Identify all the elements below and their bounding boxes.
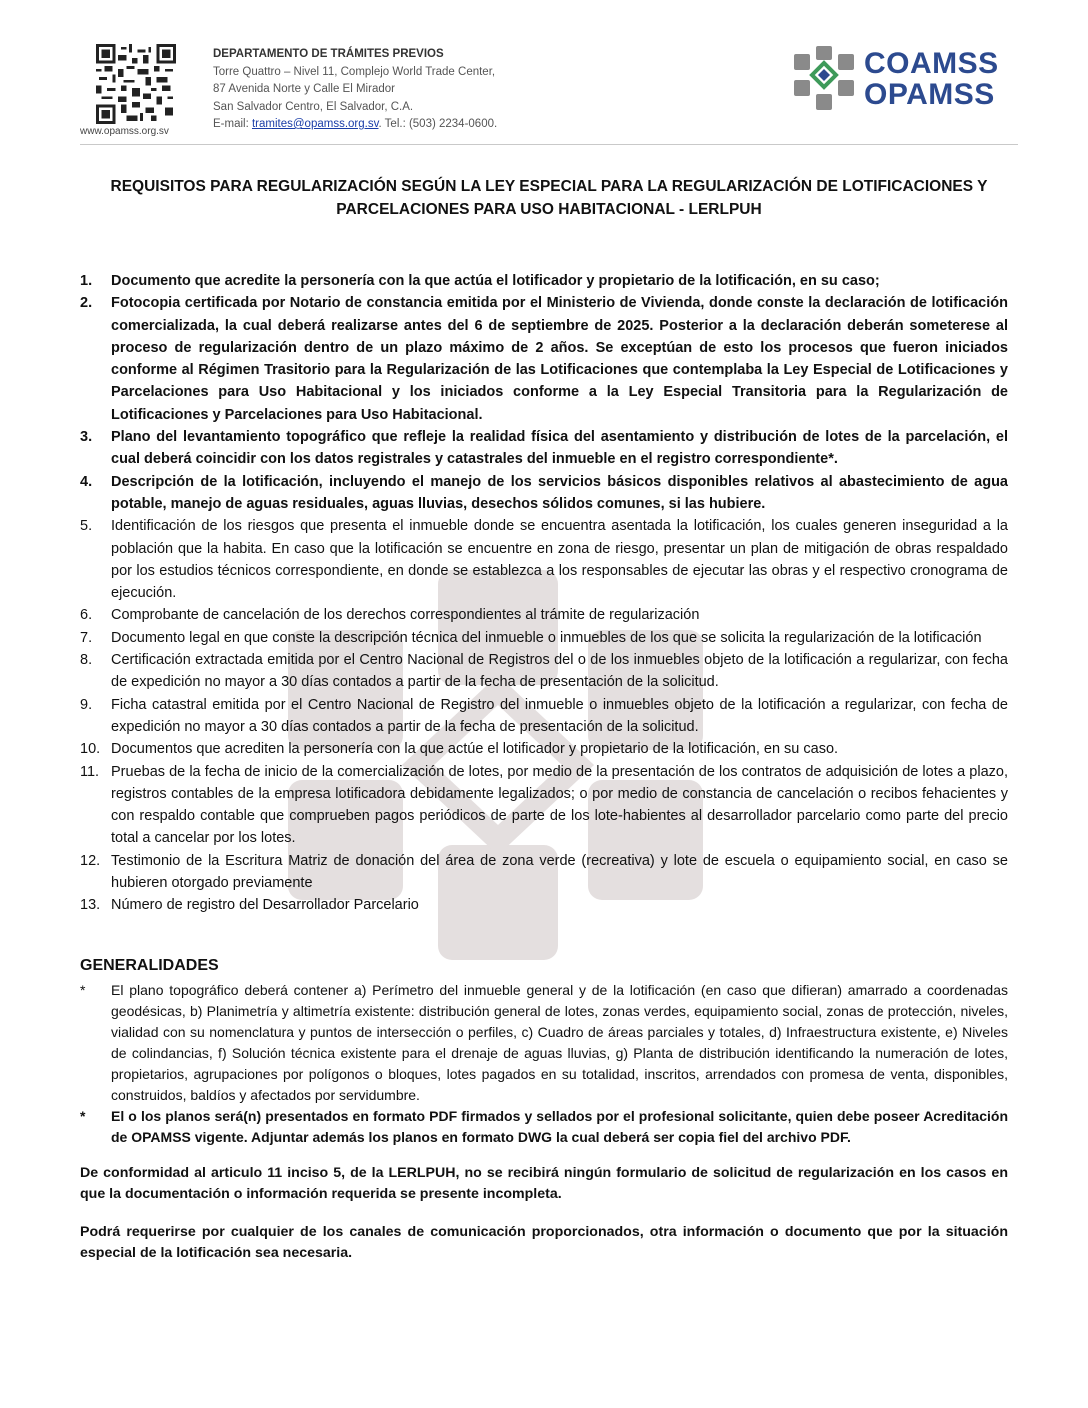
- address-line: 87 Avenida Norte y Calle El Mirador: [213, 83, 395, 95]
- page-header: [80, 42, 1018, 146]
- item-text: Documento que acredite la personería con la que actúa el lotificador y propietario de la lotificación, en su caso;: [111, 273, 880, 289]
- item-text: Descripción de la lotificación, incluyendo el manejo de los servicios básicos disponibles relativos al abastecimiento de agua potable, manejo de aguas residuales, aguas lluvias, desechos sólidos comunes, si las hubiere.: [111, 473, 1008, 512]
- list-item: [80, 894, 1008, 916]
- list-item: [80, 1106, 1008, 1148]
- list-item: [80, 471, 1008, 516]
- department-info: [213, 46, 497, 134]
- item-text: Documento legal en que conste la descripción técnica del inmueble o inmuebles de los que se solicita la regularización de la lotificación: [111, 629, 982, 646]
- item-text: Ficha catastral emitida por el Centro Nacional de Registro del inmueble o inmuebles objeto de la lotificación a regularizar, con fecha de expedición no mayor a 30 días contados a partir de la fecha de presentación de la solicitud.: [111, 696, 1008, 735]
- bullet-mark: *: [80, 982, 86, 998]
- title-line: REQUISITOS PARA REGULARIZACIÓN SEGÚN LA LEY ESPECIAL PARA LA REGULARIZACIÓN DE LOTIFICACIONES Y: [110, 178, 988, 195]
- contact-line: [213, 116, 497, 134]
- item-text: Plano del levantamiento topográfico que refleje la realidad física del asentamiento y distribución de lotes de la parcelación, el cual deberá coincidir con los datos registrales y catastrales del inmueble en el registro correspondiente*.: [111, 429, 1008, 468]
- item-text: Certificación extractada emitida por el Centro Nacional de Registros del o de los inmuebles objeto de la lotificación a regularizar, con fecha de expedición no mayor a 30 días contados a partir de la fecha de presentación de la solicitud.: [111, 652, 1008, 691]
- item-number: 5.: [80, 518, 93, 535]
- item-number: 10.: [80, 741, 101, 758]
- list-item: [80, 649, 1008, 694]
- logo-mark-icon: [792, 46, 856, 112]
- item-number: 3.: [80, 429, 93, 446]
- list-item: [80, 604, 1008, 626]
- bullet-mark: *: [80, 1108, 86, 1124]
- department-name: DEPARTAMENTO DE TRÁMITES PREVIOS: [213, 48, 444, 60]
- item-text: Pruebas de la fecha de inicio de la comercialización de lotes, por medio de la presentación de los contratos de adquisición de lotes a plazo, registros contables de la empresa lotificadora debidamente legalizados; o por medio de constancia de cancelación o recibos fehacientes y con respaldo contable que comprueben pagos periódicos de parte de los lote-habientes al desarrollador parcelario como parte del precio total a cancelar por los lotes.: [111, 763, 1008, 847]
- item-number: 6.: [80, 607, 93, 624]
- qr-code: [96, 44, 176, 124]
- list-item: [80, 694, 1008, 739]
- item-number: 7.: [80, 629, 93, 646]
- title-line: PARCELACIONES PARA USO HABITACIONAL - LERLPUH: [336, 201, 762, 218]
- logo-wordmark: [864, 48, 999, 110]
- generalities-heading: GENERALIDADES: [80, 957, 219, 974]
- list-item: [80, 627, 1008, 649]
- generalities-list: [80, 980, 1008, 1148]
- item-number: 4.: [80, 473, 93, 490]
- list-item: [80, 980, 1008, 1106]
- additional-info-notice: Podrá requerirse por cualquier de los canales de comunicación proporcionados, otra información o documento que por la situación especial de la lotificación sea necesaria.: [80, 1224, 1008, 1261]
- requirements-list: [80, 270, 1008, 917]
- coamss-opamss-logo: [792, 46, 1018, 116]
- list-item: [80, 738, 1008, 760]
- item-text: El o los planos será(n) presentados en formato PDF firmados y sellados por el profesional solicitante, quien debe poseer Acreditación de OPAMSS vigente. Adjuntar además los planos en formato DWG la cual deberá ser copia fiel del archivo PDF.: [111, 1108, 1008, 1145]
- document-title: [80, 175, 1018, 221]
- item-number: 9.: [80, 696, 93, 713]
- incomplete-notice: De conformidad al articulo 11 inciso 5, de la LERLPUH, no se recibirá ningún formulario de solicitud de regularización en los casos en que la documentación o información requerida se presente incompleta.: [80, 1165, 1008, 1202]
- list-item: [80, 270, 1008, 292]
- item-number: 1.: [80, 273, 93, 289]
- header-divider: [80, 144, 1018, 145]
- item-number: 13.: [80, 897, 101, 914]
- item-number: 12.: [80, 852, 101, 869]
- list-item: [80, 292, 1008, 426]
- logo-opamss: OPAMSS: [864, 78, 995, 111]
- item-number: 2.: [80, 295, 93, 312]
- item-text: Testimonio de la Escritura Matriz de donación del área de zona verde (recreativa) y lote de escuela o equipamiento social, en caso se hubieren otorgado previamente: [111, 852, 1008, 892]
- item-text: Fotocopia certificada por Notario de constancia emitida por el Ministerio de Vivienda, donde conste la declaración de lotificación comercializada, la cual deberá realizarse antes del 6 de septiembre de 2025. Posterior a la declaración deberán someterese al proceso de regularización dentro de un plazo máximo de 2 años. Se exceptúan de esto los procesos que fueron iniciados conforme al Régimen Trasitorio para la Regularización de las Lotificaciones que contemplaba la Ley Especial de Lotificaciones y Parcelaciones para Uso Habitacional y los iniciados conforme a la Ley Especial Transitoria para la Regularización de Lotificaciones y Parcelaciones para Uso Habitacional.: [111, 295, 1008, 423]
- address-line: San Salvador Centro, El Salvador, C.A.: [213, 100, 414, 113]
- email-label: E-mail:: [213, 118, 252, 130]
- list-item: [80, 850, 1008, 895]
- item-text: Documentos que acrediten la personería con la que actúe el lotificador y propietario de la lotificación, en su caso.: [111, 741, 839, 758]
- item-number: 8.: [80, 652, 93, 669]
- list-item: [80, 761, 1008, 850]
- item-text: Comprobante de cancelación de los derechos correspondientes al trámite de regularización: [111, 607, 700, 624]
- list-item: [80, 515, 1008, 604]
- phone: . Tel.: (503) 2234-0600.: [378, 118, 498, 130]
- item-text: El plano topográfico deberá contener a) Perímetro del inmueble general y de la lotificación (en caso que difieran) amarrado a coordenadas geodésicas, b) Planimetría y altimetría existente: distribución general de lotes, zonas verdes, equipamiento social, zonas de protección, niveles, vialidad con su nomenclatura y puntos de intersección o perfiles, c) Cuadro de áreas parciales y totales, d) Infraestructura existente, e) Niveles de colindancias, f) Solución técnica existente para el drenaje de aguas lluvias, g) Planta de distribución identificando la numeración de lotes, propietarios, agrupaciones por polígonos o bloques, lotes pagados en su totalidad, inscritos, arrendados con promesa de venta, disponibles, construidos, baldíos y afectados por servidumbre.: [111, 982, 1008, 1103]
- item-text: Identificación de los riesgos que presenta el inmueble donde se encuentra asentada la lotificación, los cuales generen inseguridad a la población que la habita. En caso que la lotificación se encuentre en zona de riesgo, presentar un plan de mitigación de obras respaldado por los estudios técnicos correspondiente, en donde se establezca a los responsables de ejecutar las obras y el respectivo cronograma de ejecución.: [111, 518, 1008, 602]
- logo-coamss: COAMSS: [864, 47, 999, 80]
- item-text: Número de registro del Desarrollador Parcelario: [111, 897, 419, 914]
- email-link[interactable]: tramites@opamss.org.sv: [251, 118, 379, 130]
- qr-caption: www.opamss.org.sv: [80, 126, 169, 137]
- item-number: 11.: [80, 763, 100, 780]
- list-item: [80, 426, 1008, 471]
- address-line: Torre Quattro – Nivel 11, Complejo World Trade Center,: [213, 65, 496, 78]
